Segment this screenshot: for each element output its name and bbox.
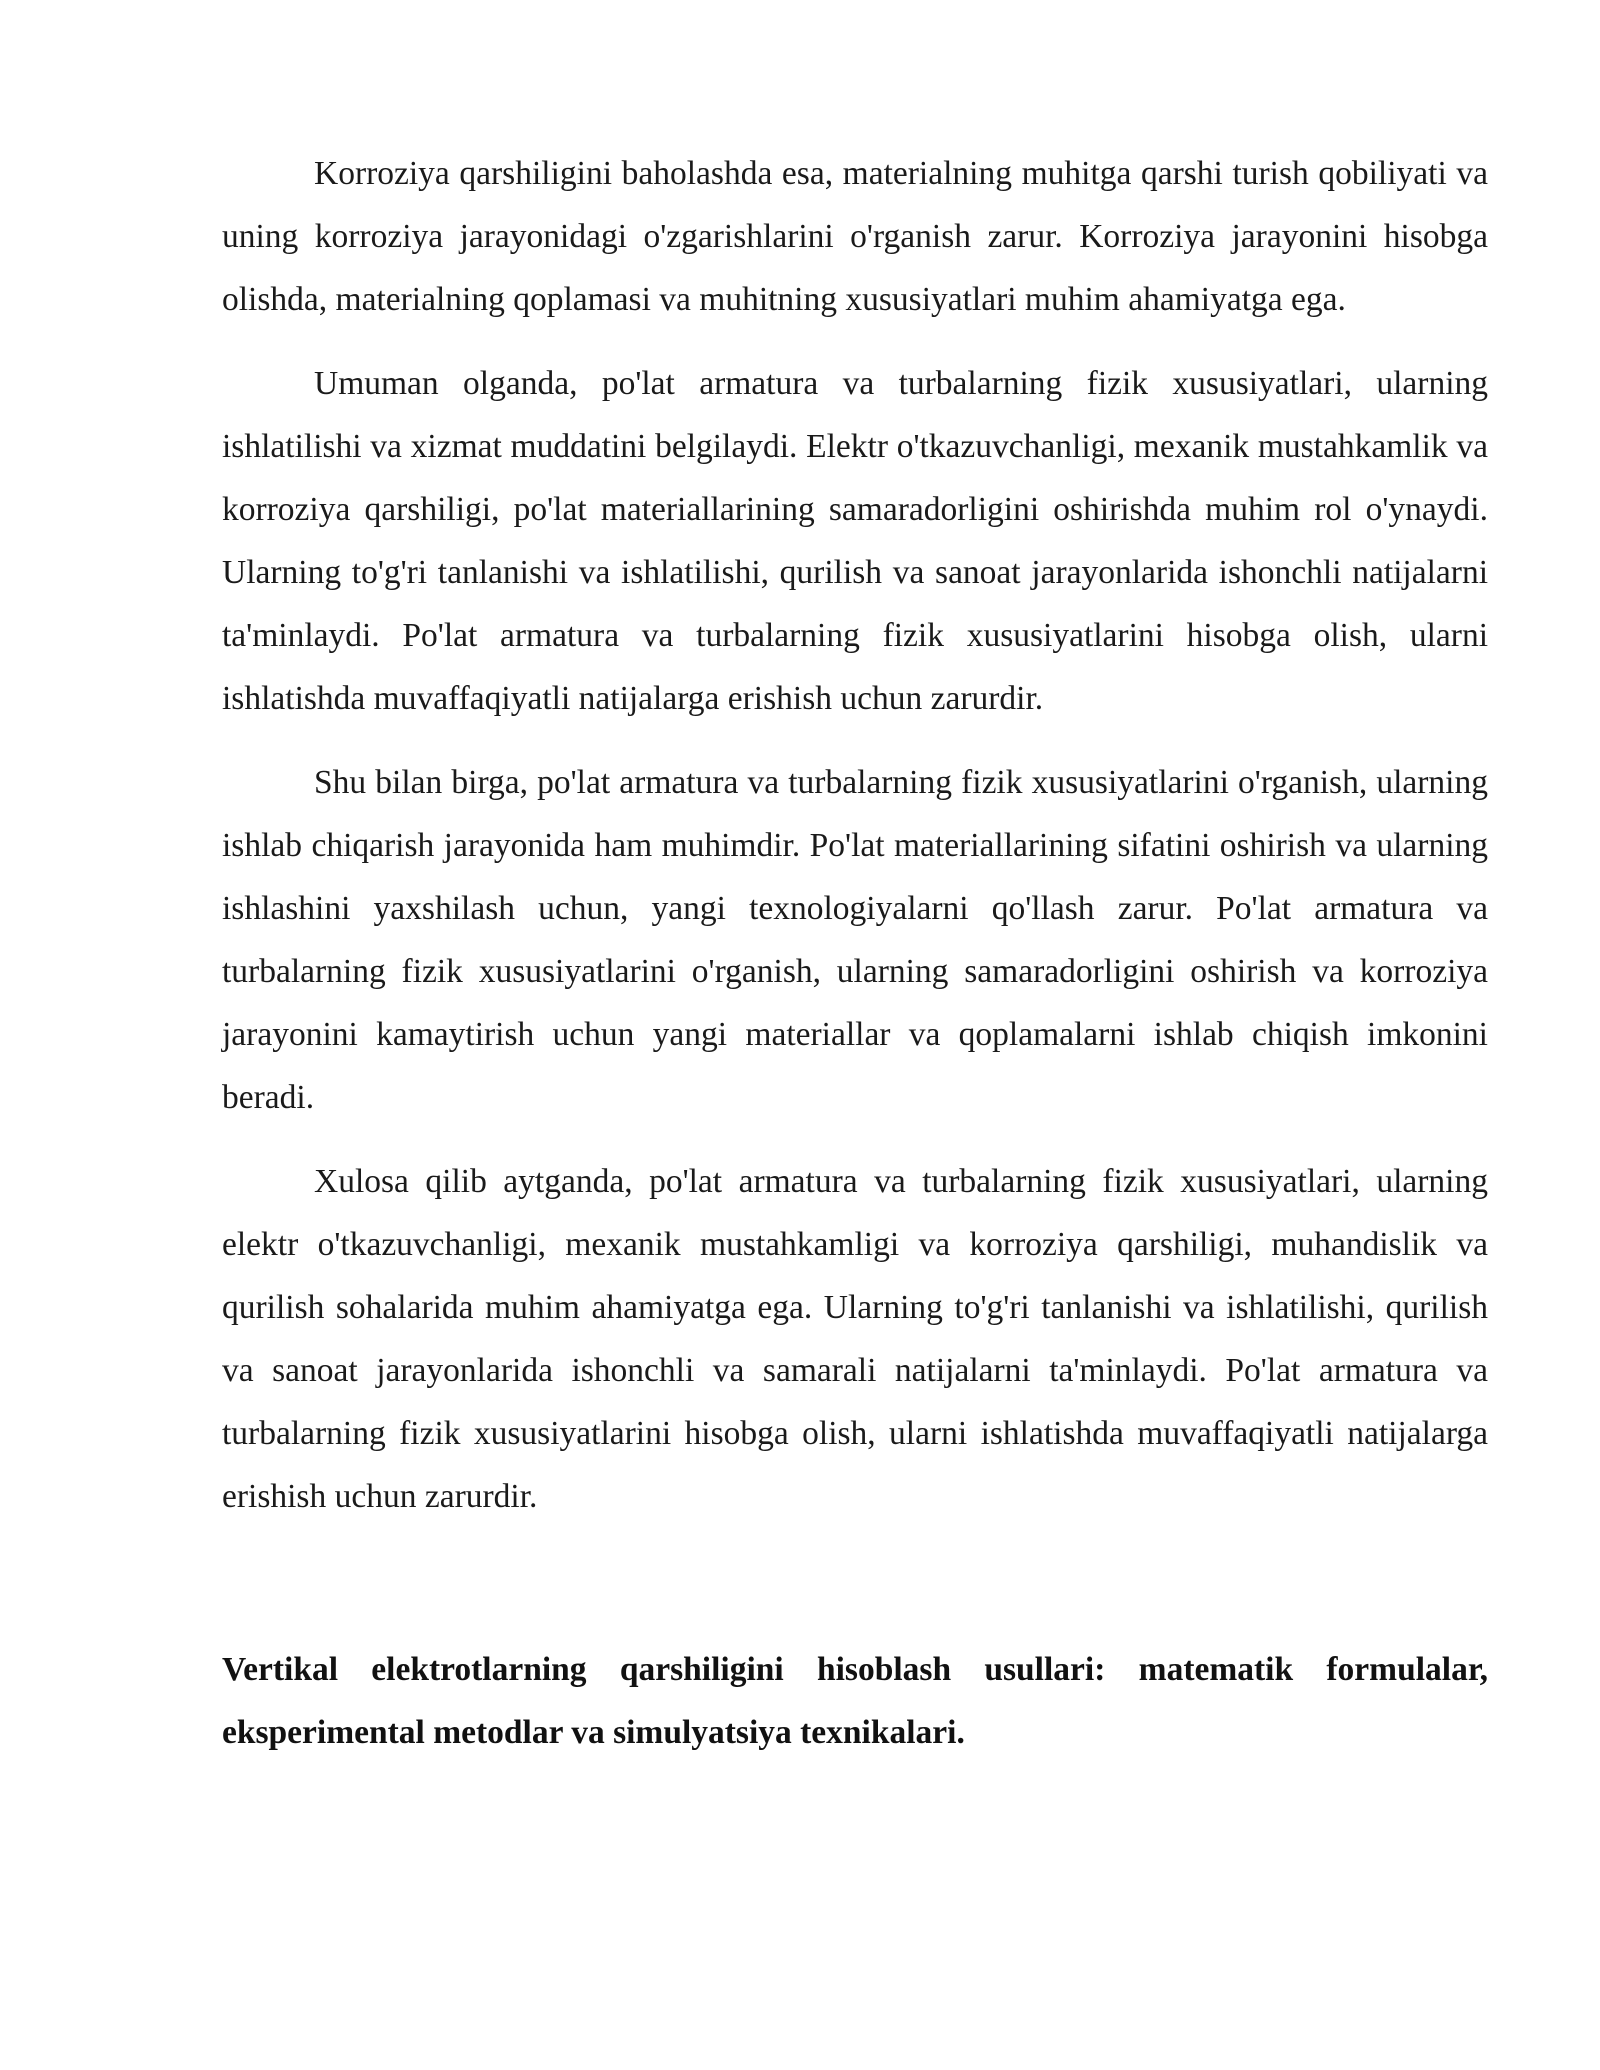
section-heading: Vertikal elektrotlarning qarshiligini hisoblash usullari: matematik formulalar, eksperimental metodlar va simulyatsiya texnikalari. [222,1651,1488,1751]
paragraph-conclusion: Xulosa qilib aytganda, po'lat armatura va turbalarning fizik xususiyatlari, ularning elektr o'tkazuvchanligi, mexanik mustahkamligi va korroziya qarshiligi, muhandislik va qurilish sohalarida muhim ahamiyatga ega. Ularning to'g'ri tanlanishi va ishlatilishi, qurilish va sanoat jarayonlarida ishonchli va samarali natijalarni ta'minlaydi. Po'lat armatura va turbalarning fizik xususiyatlarini hisobga olish, ularni ishlatishda muvaffaqiyatli natijalarga erishish uchun zarurdir. [222,1163,1488,1515]
document-body [222,142,1488,1764]
paragraph-production-study: Shu bilan birga, po'lat armatura va turbalarning fizik xususiyatlarini o'rganish, ularning ishlab chiqarish jarayonida ham muhimdir. Po'lat materiallarining sifatini oshirish va ularning ishlashini yaxshilash uchun, yangi texnologiyalarni qo'llash zarur. Po'lat armatura va turbalarning fizik xususiyatlarini o'rganish, ularning samaradorligini oshirish va korroziya jarayonini kamaytirish uchun yangi materiallar va qoplamalarni ishlab chiqish imkonini beradi. [222,764,1488,1116]
paragraph-corrosion-resistance: Korroziya qarshiligini baholashda esa, materialning muhitga qarshi turish qobiliyati va uning korroziya jarayonidagi o'zgarishlarini o'rganish zarur. Korroziya jarayonini hisobga olishda, materialning qoplamasi va muhitning xususiyatlari muhim ahamiyatga ega. [222,155,1488,318]
paragraph-general-summary: Umuman olganda, po'lat armatura va turbalarning fizik xususiyatlari, ularning ishlatilishi va xizmat muddatini belgilaydi. Elektr o'tkazuvchanligi, mexanik mustahkamlik va korroziya qarshiligi, po'lat materiallarining samaradorligini oshirishda muhim rol o'ynaydi. Ularning to'g'ri tanlanishi va ishlatilishi, qurilish va sanoat jarayonlarida ishonchli natijalarni ta'minlaydi. Po'lat armatura va turbalarning fizik xususiyatlarini hisobga olish, ularni ishlatishda muvaffaqiyatli natijalarga erishish uchun zarurdir. [222,365,1488,717]
